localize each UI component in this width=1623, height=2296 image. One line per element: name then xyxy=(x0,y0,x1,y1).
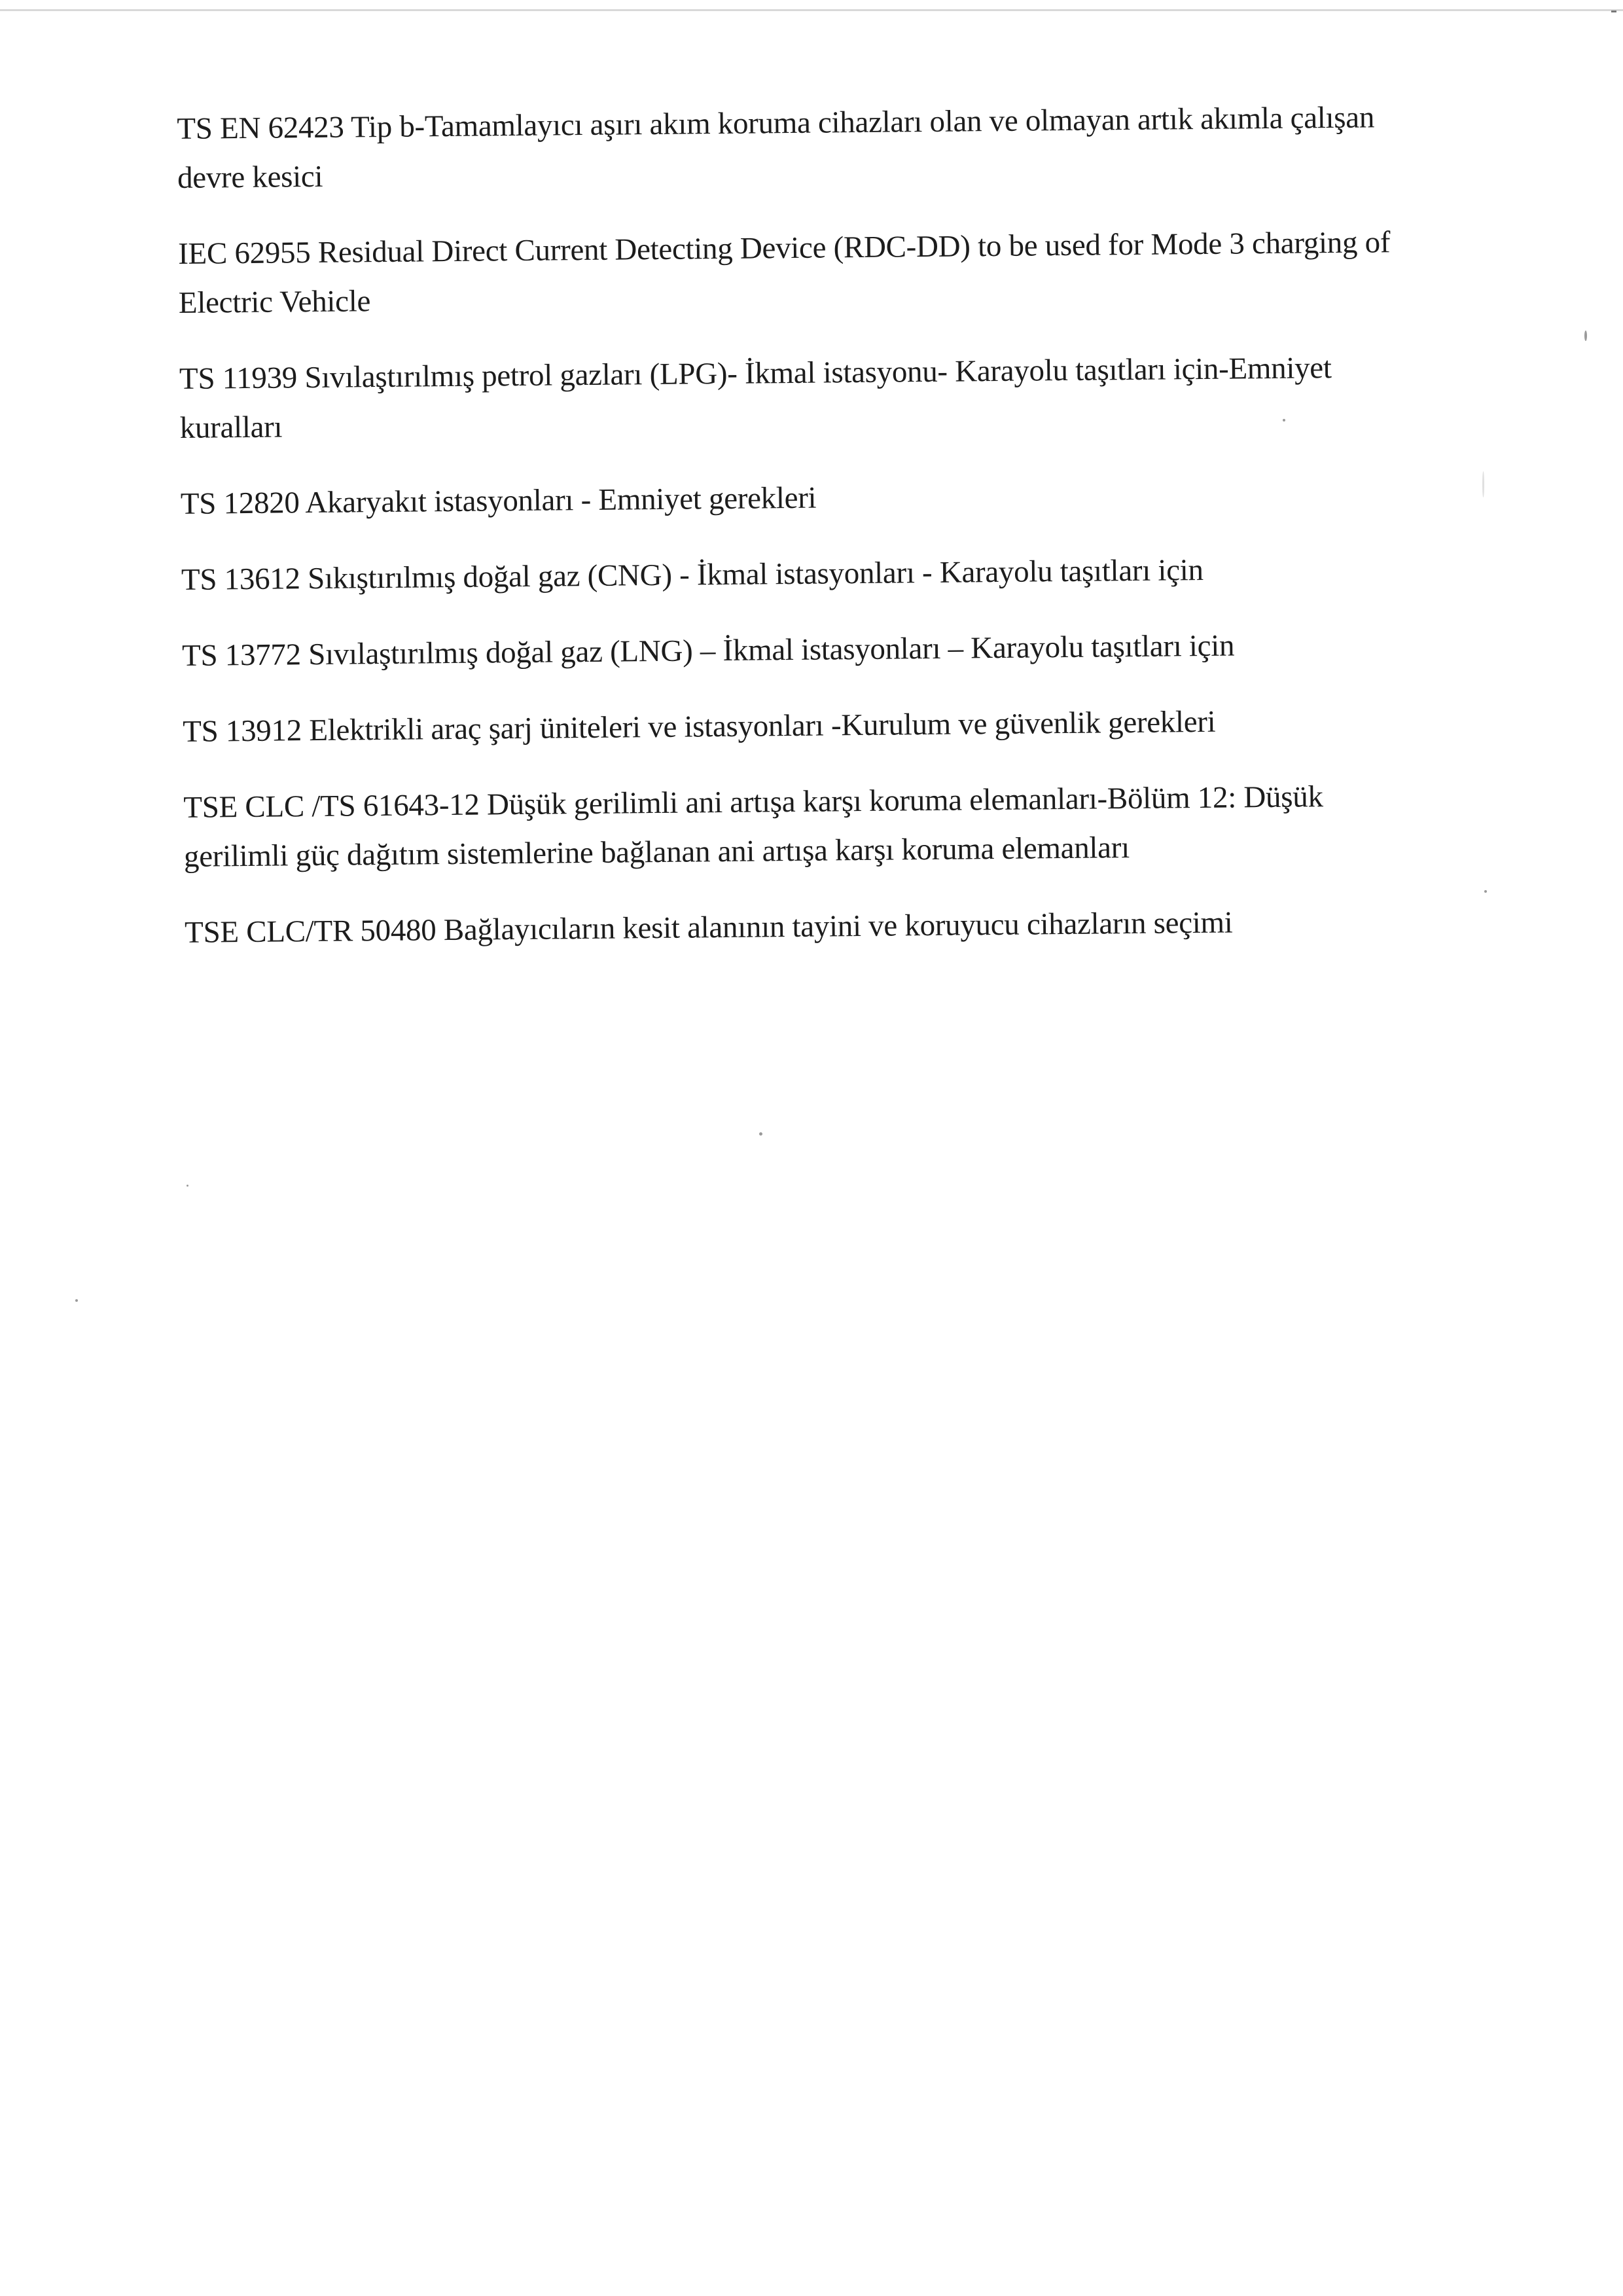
standard-code: IEC 62955 xyxy=(177,236,311,271)
scan-speck xyxy=(1484,890,1487,893)
standard-title: Sıkıştırılmış doğal gaz (CNG) - İkmal istasyonları - Karayolu taşıtları için xyxy=(307,552,1204,596)
standards-list xyxy=(177,93,1429,984)
standard-code: TS 12820 xyxy=(180,486,300,521)
scan-edge-mark xyxy=(1611,10,1616,12)
standard-title: Düşük gerilimli ani artışa karşı koruma elemanları-Bölüm 12: Düşük gerilimli güç dağıtım sistemlerine bağlanan ani artışa karşı koruma elemanları xyxy=(183,780,1323,874)
scan-speck xyxy=(75,1299,78,1302)
scan-speck xyxy=(1584,331,1587,341)
scan-speck xyxy=(1482,471,1484,497)
standard-code: TSE CLC/TR 50480 xyxy=(184,913,437,950)
standard-code: TS EN 62423 xyxy=(177,110,344,146)
standard-title: Sıvılaştırılmış doğal gaz (LNG) – İkmal istasyonları – Karayolu taşıtları için xyxy=(308,628,1235,672)
standard-code: TSE CLC /TS 61643-12 xyxy=(183,787,480,825)
standard-entry xyxy=(181,544,1425,605)
scan-speck xyxy=(187,1185,188,1187)
standard-title: Akaryakıt istasyonları - Emniyet gerekleri xyxy=(305,480,817,520)
standard-code: TS 11939 xyxy=(179,361,298,396)
standard-entry xyxy=(179,343,1423,453)
standard-code: TS 13912 xyxy=(182,713,302,749)
standard-entry xyxy=(185,897,1429,958)
scan-speck xyxy=(759,1132,762,1136)
standard-code: TS 13772 xyxy=(181,637,302,673)
standard-entry xyxy=(178,218,1422,328)
standard-entry xyxy=(183,772,1427,882)
standard-title: Elektrikli araç şarj üniteleri ve istasyonları -Kurulum ve güvenlik gerekleri xyxy=(309,704,1216,748)
standard-entry xyxy=(177,93,1421,203)
standard-title: Bağlayıcıların kesit alanının tayini ve koruyucu cihazların seçimi xyxy=(443,905,1233,948)
standard-entry xyxy=(183,696,1427,757)
scan-top-edge xyxy=(0,9,1623,11)
standard-title: Tip b-Tamamlayıcı aşırı akım koruma cihazları olan ve olmayan artık akımla çalışan devre kesici xyxy=(177,100,1375,195)
standard-title: Residual Direct Current Detecting Device (RDC-DD) to be used for Mode 3 charging of Electric Vehicle xyxy=(178,225,1391,320)
standard-entry xyxy=(181,468,1425,529)
standard-code: TS 13612 xyxy=(181,562,300,597)
standard-entry xyxy=(182,620,1426,681)
scan-speck xyxy=(1283,419,1285,422)
standard-title: Sıvılaştırılmış petrol gazları (LPG)- İkmal istasyonu- Karayolu taşıtları için-Emniyet kuralları xyxy=(179,351,1332,445)
